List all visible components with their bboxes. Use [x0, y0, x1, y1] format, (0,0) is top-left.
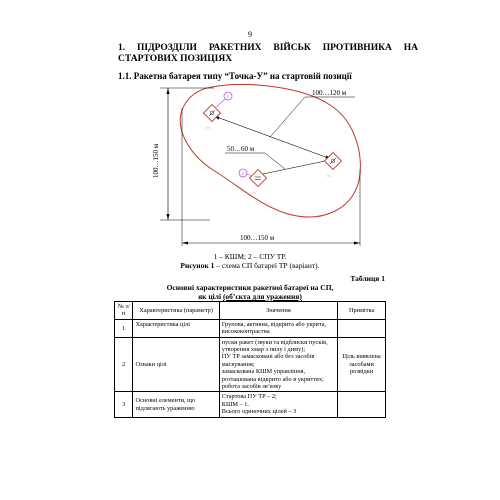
- table-header-row: [115, 302, 386, 320]
- marker-1-label: 1: [226, 95, 229, 100]
- dim-diag-leader: [270, 97, 305, 137]
- dim-diag-label: 100…120 м: [312, 89, 347, 97]
- position-outline: [180, 84, 360, 216]
- table-title-underlined: (об’єкта для ураження): [222, 292, 302, 301]
- dim-arrow-right: [354, 242, 360, 245]
- table-title-line2: [0, 292, 500, 301]
- row-value-line: пуски ракет (звуки та відблиски пусків, утворення хмар з пилу і диму);: [221, 338, 328, 354]
- table-row: [115, 319, 386, 337]
- row-value-line: замаскована КШМ управління, розташована відкрито або в укриттях;: [221, 368, 324, 383]
- figure-caption-text: – схема СП батареї ТР (варіант).: [214, 261, 320, 270]
- marker-1-icon: [216, 92, 232, 107]
- row-num: 1: [115, 319, 133, 337]
- table-row: [115, 337, 386, 392]
- svg-text:▫▫▫: ▫▫▫: [252, 191, 256, 195]
- row-note: Ціль виявлена засобами розвідки: [338, 337, 386, 392]
- page-number: 9: [248, 30, 252, 39]
- header-value: Значення: [219, 302, 337, 320]
- row-value-line: КШМ – 1.: [221, 400, 249, 408]
- row-value: [219, 319, 337, 337]
- table-row: [115, 392, 386, 417]
- svg-text:▫▫▫: ▫▫▫: [206, 126, 210, 130]
- figure-legend: 1 – КШМ; 2 – СПУ ТР.: [213, 252, 287, 261]
- table-title-prefix: як цілі: [198, 292, 223, 301]
- row-characteristic: Ознаки цілі: [133, 337, 219, 392]
- marker-2-icon: [239, 169, 252, 177]
- row-note: [338, 319, 386, 337]
- dim-arrow-down: [167, 214, 170, 220]
- command-vehicle-symbol: [250, 170, 267, 195]
- row-value-line: робота засобів зв’язку: [221, 383, 282, 391]
- dim-width-label: 100…150 м: [240, 234, 275, 242]
- header-characteristic: Характеристика (параметр): [133, 302, 219, 320]
- dim-arrow-left: [182, 242, 188, 245]
- dim-arrow-up: [167, 88, 170, 94]
- figure-caption-number: Рисунок 1: [180, 261, 215, 270]
- dim-height-label: 100…150 м: [152, 143, 160, 178]
- row-value-line: Групова, активна, відкрита або укрита, висококонтрастна: [221, 320, 327, 336]
- row-value-line: Стартова ПУ ТР – 2;: [221, 393, 277, 401]
- table-title: [0, 283, 500, 301]
- table-label: Таблиця 1: [350, 274, 385, 283]
- row-value: [219, 337, 337, 392]
- characteristics-table: [114, 301, 386, 418]
- row-num: 3: [115, 392, 133, 417]
- row-note: [338, 392, 386, 417]
- section-heading-line1: 1. ПІДРОЗДІЛИ РАКЕТНИХ ВІЙСЬК ПРОТИВНИКА НА: [118, 43, 418, 53]
- row-num: 2: [115, 337, 133, 392]
- row-value-line: ПУ ТР замасковані або без засобів маскування;: [221, 353, 315, 368]
- dim-short-line: [258, 160, 330, 175]
- header-note: Примітка: [338, 302, 386, 320]
- header-num: № з/п: [115, 302, 133, 320]
- figure-caption: [0, 261, 500, 270]
- dim-short-leader: [265, 153, 285, 169]
- row-value: [219, 392, 337, 417]
- row-characteristic: Характеристика цілі: [133, 319, 219, 337]
- svg-text:▫▫▫: ▫▫▫: [327, 174, 331, 178]
- dim-short-label: 50…60 м: [227, 145, 255, 153]
- table-title-line1: Основні характеристики ракетної батареї на СП,: [166, 283, 334, 292]
- row-characteristic: Основні елементи, що підлягають ураженню: [133, 392, 219, 417]
- marker-2-label: 2: [241, 172, 244, 177]
- row-value-line: Всього одиночних цілей – 3: [221, 408, 297, 416]
- subsection-heading: 1.1. Ракетна батарея типу “Точка-У” на стартовій позиції: [118, 71, 352, 81]
- section-heading-line2: СТАРТОВИХ ПОЗИЦІЯХ: [118, 54, 233, 64]
